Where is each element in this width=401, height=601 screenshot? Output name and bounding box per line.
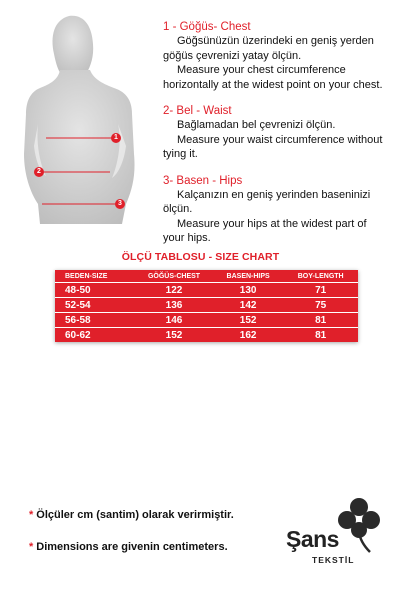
size-table (55, 270, 358, 342)
table-header-row (55, 270, 358, 283)
guide-hips-line: Measure your hips at the widest part of (177, 217, 367, 230)
guide-waist-line: tying it. (163, 148, 198, 160)
marker-3: 3 (115, 199, 125, 209)
clover-icon (336, 496, 382, 554)
guide-chest-line: horizontally at the widest point on your chest. (163, 78, 383, 91)
table-cell: 48-50 (55, 283, 135, 298)
guide-hips-title: 3- Basen - Hips (163, 174, 243, 187)
table-cell: 142 (213, 298, 283, 313)
marker-1: 1 (111, 133, 121, 143)
table-cell: 130 (213, 283, 283, 298)
table-cell: 152 (213, 313, 283, 328)
guide-hips-line: ölçün. (163, 203, 193, 215)
table-cell: 122 (135, 283, 213, 298)
body-silhouette-figure (14, 14, 154, 229)
table-cell: 146 (135, 313, 213, 328)
column-header: BOY-LENGTH (283, 270, 358, 283)
table-cell: 56-58 (55, 313, 135, 328)
brand-logo (286, 492, 384, 584)
note-units-tr (29, 509, 234, 521)
marker-2: 2 (34, 167, 44, 177)
guide-hips-line: Kalçanızın en geniş yerinden baseninizi (177, 188, 371, 201)
column-header: GÖĞÜS-CHEST (135, 270, 213, 283)
guide-hips (163, 174, 399, 246)
guide-hips-line: your hips. (163, 232, 211, 244)
table-cell: 136 (135, 298, 213, 313)
table-cell: 81 (315, 329, 327, 341)
table-cell: 75 (283, 298, 358, 313)
guide-chest-title: 1 - Göğüs- Chest (163, 21, 251, 33)
guide-chest (163, 20, 399, 92)
size-chart-title: ÖLÇÜ TABLOSU - SIZE CHART (121, 251, 280, 263)
guide-waist (163, 104, 399, 162)
logo-word: Şans (286, 526, 339, 552)
column-header: BASEN-HIPS (213, 270, 283, 283)
note-star-icon: * (29, 509, 34, 521)
table-row (55, 283, 358, 298)
note-units-en (29, 541, 234, 553)
logo-subtitle: TEKSTİL (312, 555, 355, 565)
column-header: BEDEN-SIZE (55, 270, 135, 283)
note-text: Ölçüler cm (santim) olarak verirmiştir. (36, 509, 234, 521)
table-cell: 71 (283, 283, 358, 298)
measurement-guides (163, 20, 399, 258)
table-cell: 60-62 (65, 329, 91, 341)
guide-waist-line: Measure your waist circumference without (177, 133, 383, 146)
table-row (55, 298, 358, 313)
table-cell: 52-54 (55, 298, 135, 313)
notes (29, 509, 234, 553)
guide-chest-line: Göğsünüzün üzerindeki en geniş yerden (177, 35, 374, 47)
guide-chest-line: göğüs çevrenizi yatay ölçün. (163, 49, 302, 62)
table-cell: 162 (239, 329, 257, 341)
table-cell: 152 (165, 329, 183, 341)
table-row (55, 328, 358, 343)
guide-waist-title: 2- Bel - Waist (163, 105, 232, 117)
note-text: Dimensions are givenin centimeters. (36, 541, 228, 553)
guide-waist-line: Bağlamadan bel çevrenizi ölçün. (177, 119, 336, 131)
table-cell: 81 (283, 313, 358, 328)
table-row (55, 313, 358, 328)
note-star-icon: * (29, 541, 34, 553)
guide-chest-line: Measure your chest circumference (177, 64, 346, 76)
